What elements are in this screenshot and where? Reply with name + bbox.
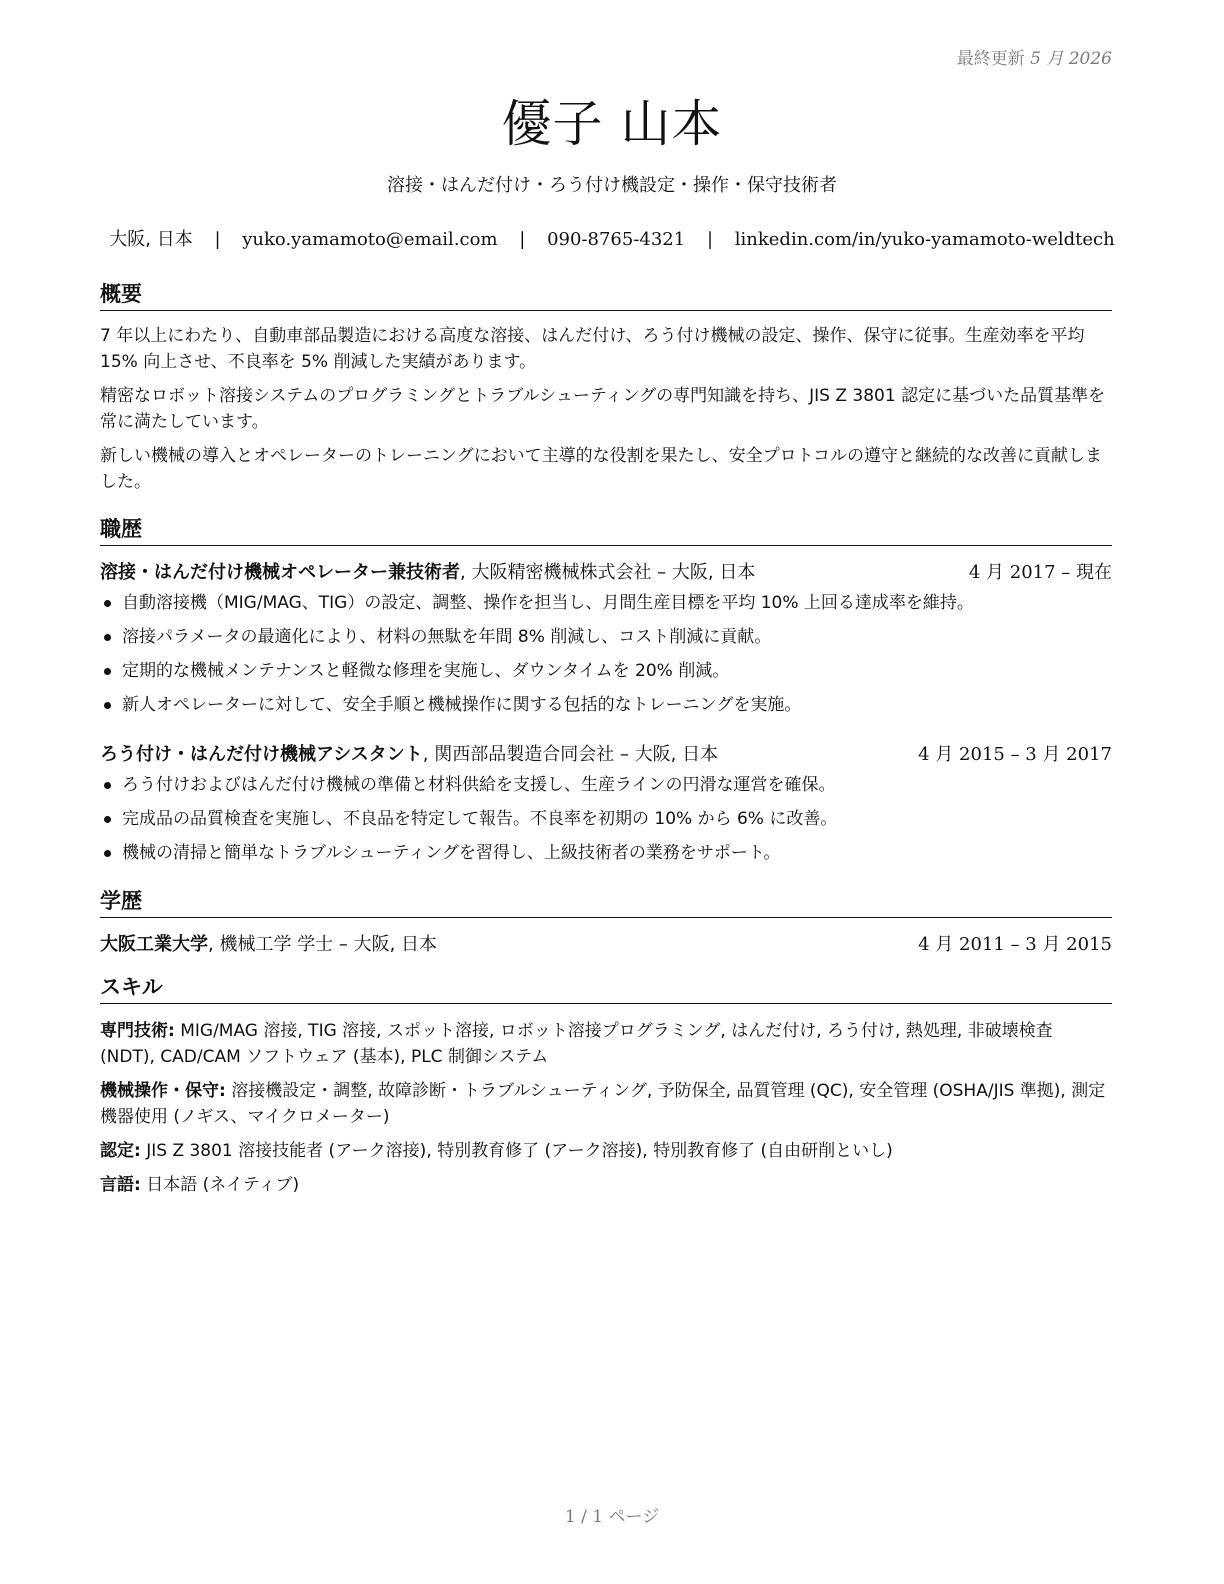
list-item: 機械の清掃と簡単なトラブルシューティングを習得し、上級技術者の業務をサポート。 xyxy=(100,836,1112,870)
last-updated-date: 5 月 2026 xyxy=(1030,49,1112,69)
job-bullets xyxy=(100,768,1112,870)
skill-text: 日本語 (ネイティブ) xyxy=(140,1175,300,1195)
skill-row xyxy=(100,1018,1112,1070)
list-item: 完成品の品質検査を実施し、不良品を特定して報告。不良率を初期の 10% から 6% に改善。 xyxy=(100,802,1112,836)
experience-section xyxy=(100,513,1112,870)
last-updated xyxy=(957,44,1112,69)
contact-line xyxy=(0,225,1224,251)
page-number: 1 / 1 ページ xyxy=(564,1507,660,1527)
job-company: , 大阪精密機械株式会社 – 大阪, 日本 xyxy=(460,562,756,583)
education-detail: , 機械工学 学士 – 大阪, 日本 xyxy=(208,934,438,955)
job-company: , 関西部品製造合同会社 – 大阪, 日本 xyxy=(422,744,719,765)
skill-text: 溶接機設定・調整, 故障診断・トラブルシューティング, 予防保全, 品質管理 (QC), 安全管理 (OSHA/JIS 準拠), 測定機器使用 (ノギス、マイクロメーター) xyxy=(100,1081,1106,1127)
contact-linkedin[interactable]: linkedin.com/in/yuko-yamamoto-weldtech xyxy=(734,229,1115,250)
skills-title: スキル xyxy=(100,971,1112,1004)
list-item: ろう付けおよびはんだ付け機械の準備と材料供給を支援し、生産ラインの円滑な運営を確保。 xyxy=(100,768,1112,802)
education-entry xyxy=(100,932,1112,958)
list-item: 自動溶接機（MIG/MAG、TIG）の設定、調整、操作を担当し、月間生産目標を平均 10% 上回る達成率を維持。 xyxy=(100,586,1112,620)
job-dates: 4 月 2017 – 現在 xyxy=(968,562,1112,583)
job-header xyxy=(100,742,1112,768)
skill-label: 機械操作・保守: xyxy=(100,1081,226,1101)
job-entry xyxy=(100,742,1112,870)
skill-label: 認定: xyxy=(100,1141,141,1161)
job-title: 溶接・はんだ付け・ろう付け機設定・操作・保守技術者 xyxy=(387,175,837,196)
summary-title: 概要 xyxy=(100,278,1112,311)
contact-separator: | xyxy=(706,229,714,250)
education-school: 大阪工業大学 xyxy=(100,934,208,955)
contact-separator: | xyxy=(214,229,221,250)
education-dates: 4 月 2011 – 3 月 2015 xyxy=(918,934,1112,955)
skills-section xyxy=(100,971,1112,1198)
list-item: 新人オペレーターに対して、安全手順と機械操作に関する包括的なトレーニングを実施。 xyxy=(100,688,1112,722)
skill-row xyxy=(100,1138,1112,1164)
job-dates: 4 月 2015 – 3 月 2017 xyxy=(918,744,1112,765)
contact-email[interactable]: yuko.yamamoto@email.com xyxy=(242,229,498,250)
contact-separator: | xyxy=(519,229,526,250)
contact-location: 大阪, 日本 xyxy=(109,229,193,250)
summary-paragraph: 精密なロボット溶接システムのプログラミングとトラブルシューティングの専門知識を持ち、JIS Z 3801 認定に基づいた品質基準を常に満たしています。 xyxy=(100,386,1106,432)
education-title: 学歴 xyxy=(100,885,1112,918)
job-header xyxy=(100,560,1112,586)
skill-text: JIS Z 3801 溶接技能者 (アーク溶接), 特別教育修了 (アーク溶接), 特別教育修了 (自由研削といし) xyxy=(140,1141,893,1161)
job-entry xyxy=(100,560,1112,722)
skill-text: MIG/MAG 溶接, TIG 溶接, スポット溶接, ロボット溶接プログラミング, はんだ付け, ろう付け, 熱処理, 非破壊検査 (NDT), CAD/CAM ソフトウェア (基本), PLC 制御システム xyxy=(100,1021,1053,1067)
summary-section xyxy=(100,278,1112,495)
job-role: 溶接・はんだ付け機械オペレーター兼技術者 xyxy=(100,562,460,583)
last-updated-label: 最終更新 xyxy=(956,49,1025,69)
job-role: ろう付け・はんだ付け機械アシスタント xyxy=(100,744,423,765)
skill-label: 専門技術: xyxy=(100,1021,175,1041)
skill-label: 言語: xyxy=(100,1175,141,1195)
contact-phone[interactable]: 090-8765-4321 xyxy=(547,229,686,250)
education-section xyxy=(100,885,1112,958)
experience-title: 職歴 xyxy=(100,513,1112,546)
summary-paragraph: 7 年以上にわたり、自動車部品製造における高度な溶接、はんだ付け、ろう付け機械の設定、操作、保守に従事。生産効率を平均 15% 向上させ、不良率を 5% 削減した実績があります。 xyxy=(100,326,1085,372)
list-item: 定期的な機械メンテナンスと軽微な修理を実施し、ダウンタイムを 20% 削減。 xyxy=(100,654,1112,688)
summary-paragraph: 新しい機械の導入とオペレーターのトレーニングにおいて主導的な役割を果たし、安全プロトコルの遵守と継続的な改善に貢献しました。 xyxy=(100,446,1102,492)
candidate-name: 優子 山本 xyxy=(501,95,723,153)
skill-row xyxy=(100,1172,1112,1198)
list-item: 溶接パラメータの最適化により、材料の無駄を年間 8% 削減し、コスト削減に貢献。 xyxy=(100,620,1112,654)
skill-row xyxy=(100,1078,1112,1130)
job-bullets xyxy=(100,586,1112,722)
